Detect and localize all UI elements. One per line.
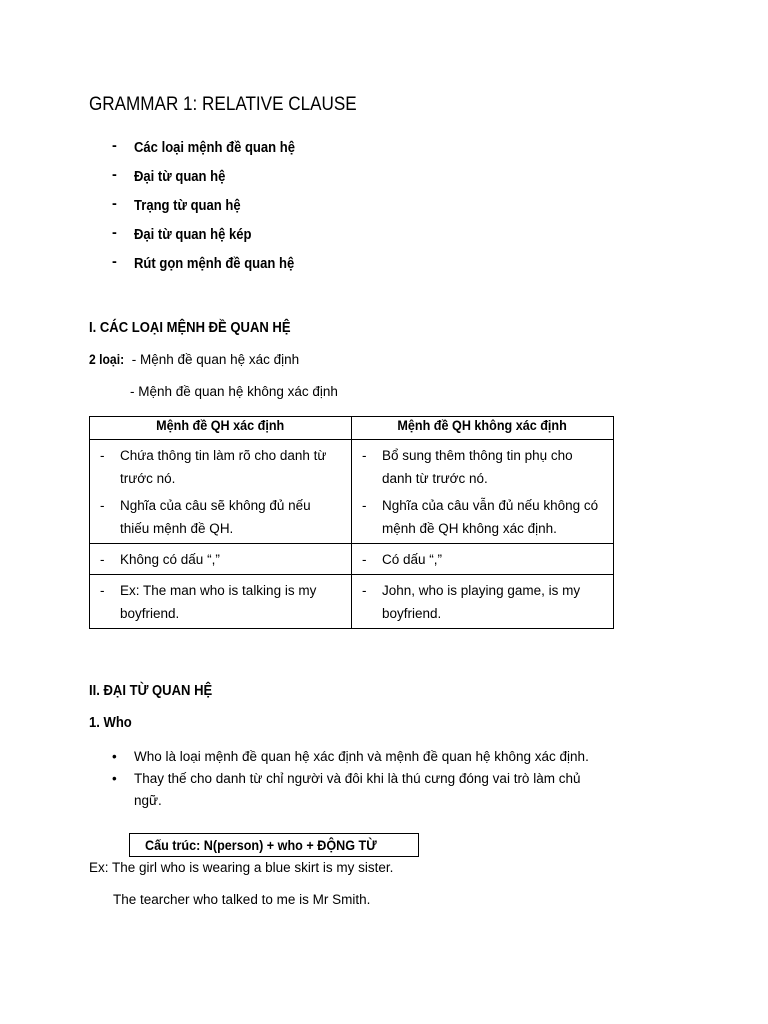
table-cell: - Không có dấu “,”: [90, 544, 352, 575]
who-bullet-list: [110, 746, 610, 812]
table-cell: - Chứa thông tin làm rõ cho danh từ trước nó. - Nghĩa của câu sẽ không đủ nếu thiếu mệnh đề QH.: [90, 440, 352, 544]
section-1-heading: I. CÁC LOẠI MỆNH ĐỀ QUAN HỆ: [89, 320, 291, 336]
example-sentence: The tearcher who talked to me is Mr Smith.: [113, 892, 371, 907]
list-item: • Who là loại mệnh đề quan hệ xác định và mệnh đề quan hệ không xác định.: [112, 749, 589, 764]
column-header: Mệnh đề QH xác định: [90, 417, 352, 440]
type-defining: - Mệnh đề quan hệ xác định: [128, 352, 300, 367]
table-header-row: [90, 417, 614, 440]
table-cell: - Bổ sung thêm thông tin phụ cho danh từ trước nó. - Nghĩa của câu vẫn đủ nếu không có mệnh đề QH không xác định.: [352, 440, 614, 544]
section-2-heading: II. ĐẠI TỪ QUAN HỆ: [89, 683, 213, 699]
table-row: [90, 575, 614, 629]
types-line: [89, 352, 299, 367]
table-row: [90, 440, 614, 544]
types-label: 2 loại:: [89, 352, 125, 367]
table-cell: - Ex: The man who is talking is my boyfriend.: [90, 575, 352, 629]
table-cell: - Có dấu “,”: [352, 544, 614, 575]
type-non-defining: - Mệnh đề quan hệ không xác định: [130, 384, 338, 399]
column-header: Mệnh đề QH không xác định: [352, 417, 614, 440]
table-row: [90, 544, 614, 575]
structure-formula-box: Cấu trúc: N(person) + who + ĐỘNG TỪ: [129, 833, 419, 857]
example-sentence: Ex: The girl who is wearing a blue skirt is my sister.: [89, 860, 394, 875]
comparison-table: [89, 416, 614, 629]
document-title: GRAMMAR 1: RELATIVE CLAUSE: [89, 94, 357, 115]
list-item: • Thay thế cho danh từ chỉ người và đôi khi là thú cưng đóng vai trò làm chủ ngữ.: [112, 771, 581, 808]
table-cell: - John, who is playing game, is my boyfriend.: [352, 575, 614, 629]
subsection-who-heading: 1. Who: [89, 715, 132, 731]
